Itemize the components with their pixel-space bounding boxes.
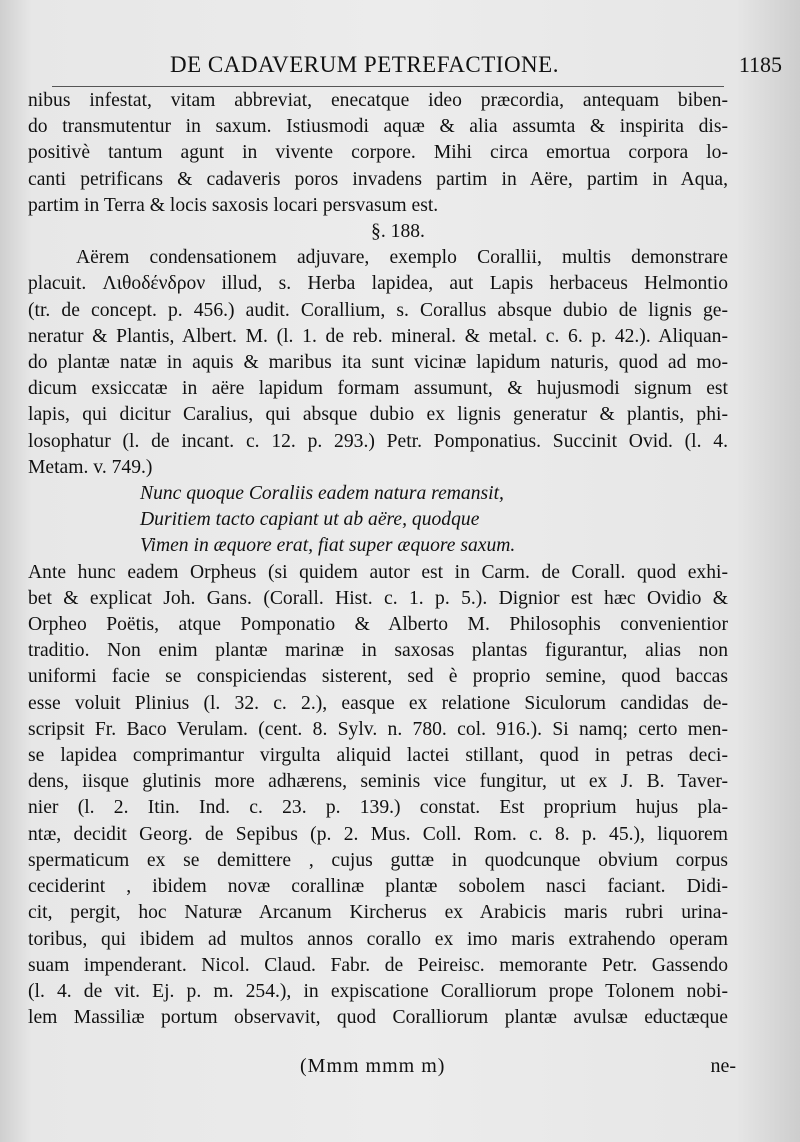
text-line: placuit. Λιθοδένδρον illud, s. Herba lapidea, aut Lapis herbaceus Helmontio bbox=[28, 273, 728, 295]
verse-line: Nunc quoque Coraliis eadem natura remansit, bbox=[140, 483, 504, 505]
text-line: nier (l. 2. Itin. Ind. c. 23. p. 139.) constat. Est proprium hujus pla- bbox=[28, 797, 728, 819]
text-line: spermaticum ex se demittere , cujus guttæ in quodcunque obvium corpus bbox=[28, 849, 728, 871]
text-line: (l. 4. de vit. Ej. p. m. 254.), in expiscatione Coralliorum prope Tolonem nobi- bbox=[28, 980, 728, 1002]
page-header bbox=[60, 52, 782, 86]
text-line: suam impenderant. Nicol. Claud. Fabr. de Peireisc. memorante Petr. Gassendo bbox=[28, 954, 728, 976]
text-line: lem Massiliæ portum observavit, quod Coralliorum plantæ avulsæ eductæque bbox=[28, 1007, 728, 1029]
text-line: Aërem condensationem adjuvare, exemplo Corallii, multis demonstrare bbox=[76, 247, 728, 269]
signature-mark: (Mmm mmm m) bbox=[300, 1055, 446, 1077]
verse-line: Duritiem tacto capiant ut ab aëre, quodque bbox=[140, 509, 480, 531]
text-line: dens, iisque glutinis more adhærens, seminis vice fungitur, ut ex J. B. Taver- bbox=[28, 771, 728, 793]
text-line: Orpheo Poëtis, atque Pomponatio & Alberto M. Philosophis convenientior bbox=[28, 614, 728, 636]
text-line: bet & explicat Joh. Gans. (Corall. Hist. c. 1. p. 5.). Dignior est hæc Ovidio & bbox=[28, 587, 728, 609]
text-line: Ante hunc eadem Orpheus (si quidem autor est in Carm. de Corall. quod exhi- bbox=[28, 561, 728, 583]
text-line: do plantæ natæ in aquis & maribus ita sunt vicinæ lapidum naturis, quod ad mo- bbox=[28, 352, 728, 374]
text-line: esse voluit Plinius (l. 32. c. 2.), easque ex relatione Siculorum candidas de- bbox=[28, 692, 728, 714]
catchword: ne- bbox=[710, 1055, 736, 1077]
text-line: partim in Terra & locis saxosis locari persvasum est. bbox=[28, 194, 439, 216]
text-line: toribus, qui ibidem ad multos annos corallo ex imo maris extrahendo operam bbox=[28, 928, 728, 950]
header-rule bbox=[52, 86, 724, 87]
section-heading: §. 188. bbox=[371, 221, 425, 243]
text-line: nibus infestat, vitam abbreviat, enecatque ideo præcordia, antequam biben- bbox=[28, 90, 728, 111]
text-line: dicum exsiccatæ in aëre lapidum formam assumunt, & hujusmodi signum est bbox=[28, 378, 728, 400]
text-line: canti petrificans & cadaveris poros invadens partim in Aëre, partim in Aqua, bbox=[28, 168, 728, 190]
text-line: lapis, qui dicitur Caralius, qui absque dubio ex lignis generatur & plantis, phi- bbox=[28, 404, 728, 426]
text-line: scripsit Fr. Baco Verulam. (cent. 8. Sylv. n. 780. col. 916.). Si namq; certo men- bbox=[28, 718, 728, 740]
text-line: uniformi facie se conspiciendas sisterent, sed è proprio semine, quod baccas bbox=[28, 666, 728, 688]
running-title: DE CADAVERUM PETREFACTIONE. bbox=[170, 52, 559, 77]
text-line: se lapidea comprimantur virgulta aliquid lactei stillant, quod in petras deci- bbox=[28, 745, 728, 767]
text-line: traditio. Non enim plantæ marinæ in saxosas plantas figurantur, alias non bbox=[28, 640, 728, 662]
text-line: (tr. de concept. p. 456.) audit. Corallium, s. Corallus absque dubio de lignis ge- bbox=[28, 299, 728, 321]
page-number: 1185 bbox=[738, 52, 782, 77]
text-line: cit, pergit, hoc Naturæ Arcanum Kircherus ex Arabicis maris rubri urina- bbox=[28, 902, 728, 924]
text-line: positivè tantum agunt in vivente corpore. Mihi circa emortua corpora lo- bbox=[28, 142, 728, 164]
text-line: losophatur (l. de incant. c. 12. p. 293.) Petr. Pomponatius. Succinit Ovid. (l. 4. bbox=[28, 430, 728, 452]
text-line: neratur & Plantis, Albert. M. (l. 1. de reb. mineral. & metal. c. 6. p. 42.). Aliquan- bbox=[28, 325, 728, 347]
text-line: ceciderint , ibidem novæ corallinæ plantæ sobolem nasci faciant. Didi- bbox=[28, 876, 728, 898]
body-text bbox=[28, 88, 728, 1031]
verse-line: Vimen in æquore erat, fiat super æquore saxum. bbox=[140, 535, 516, 557]
text-line: do transmutentur in saxum. Istiusmodi aquæ & alia assumta & inspirita dis- bbox=[28, 116, 728, 138]
text-line: ntæ, decidit Georg. de Sepibus (p. 2. Mus. Coll. Rom. c. 8. p. 45.), liquorem bbox=[28, 823, 728, 845]
text-line: Metam. v. 749.) bbox=[28, 456, 153, 478]
